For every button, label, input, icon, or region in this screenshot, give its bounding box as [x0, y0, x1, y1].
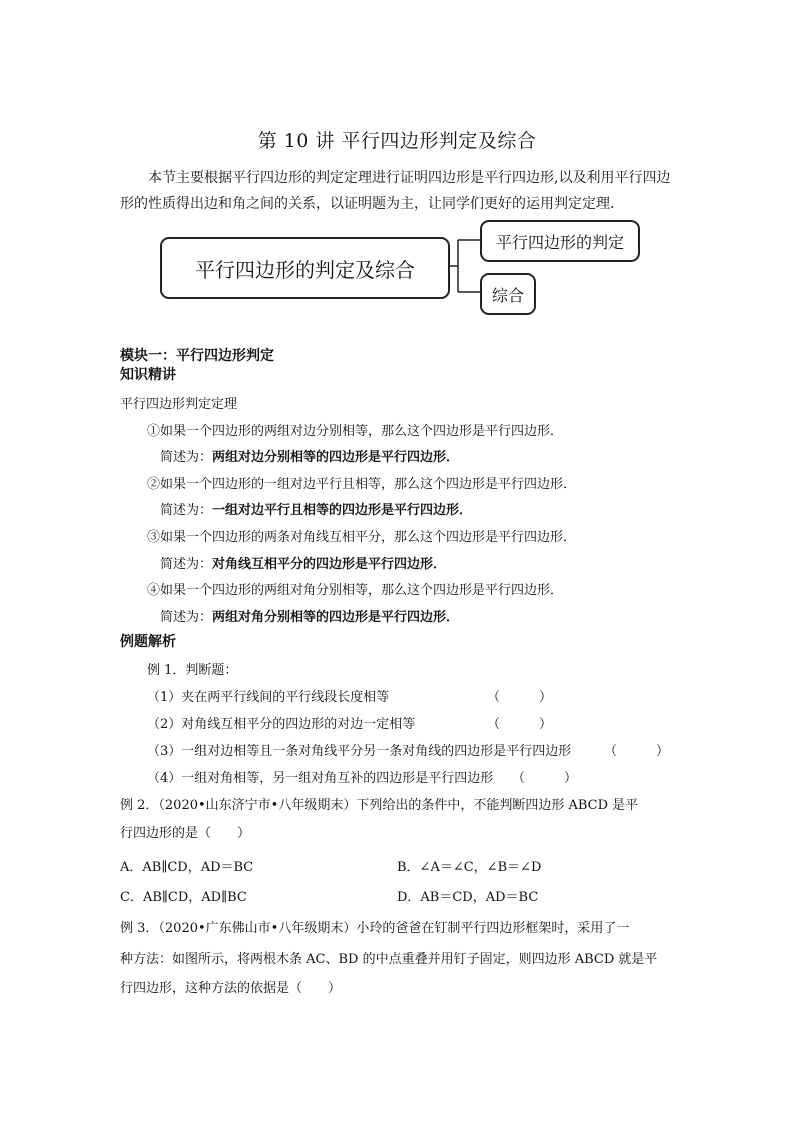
example3-line-3: 行四边形，这种方法的依据是（ ）	[120, 981, 342, 996]
example1-answer-2: （ ）	[487, 717, 553, 732]
example1-answer-3: （ ）	[604, 744, 670, 759]
theorem-3-brief: 简述为：对角线互相平分的四边形是平行四边形．	[160, 557, 447, 572]
theorem-1-brief: 简述为：两组对边分别相等的四边形是平行四边形．	[160, 450, 460, 465]
theorem-2: ②如果一个四边形的一组对边平行且相等，那么这个四边形是平行四边形．	[147, 477, 577, 492]
diagram-main-box: 平行四边形的判定及综合	[160, 237, 450, 299]
intro-line-2: 形的性质得出边和角之间的关系，以证明题为主，让同学们更好的运用判定定理．	[120, 196, 624, 212]
example3-line-1: 例 3．（2020•广东佛山市•八年级期末）小玲的爸爸在钉制平行四边形框架时，采用了一	[120, 921, 630, 936]
theorem-1: ①如果一个四边形的两组对边分别相等，那么这个四边形是平行四边形．	[147, 424, 564, 439]
example1-answer-4: （ ）	[512, 771, 578, 786]
example2-option-a: A．AB∥CD，AD＝BC	[120, 860, 254, 875]
theorem-4: ④如果一个四边形的两组对角分别相等，那么这个四边形是平行四边形．	[147, 583, 564, 598]
example1-title: 例 1．判断题：	[147, 663, 238, 678]
example2-line-1: 例 2．（2020•山东济宁市•八年级期末）下列给出的条件中，不能判断四边形 ABCD 是平	[120, 798, 639, 813]
theorem-4-brief: 简述为：两组对角分别相等的四边形是平行四边形．	[160, 610, 460, 625]
example2-option-b: B．∠A＝∠C，∠B＝∠D	[397, 860, 542, 875]
page-title: 第 10 讲 平行四边形判定及综合	[257, 130, 537, 152]
example2-option-d: D．AB＝CD，AD＝BC	[397, 890, 539, 905]
examples-heading: 例题解析	[120, 634, 176, 650]
module1-heading: 模块一：平行四边形判定	[120, 348, 274, 364]
theorem-title: 平行四边形判定定理	[120, 397, 238, 412]
theorem-3: ③如果一个四边形的两条对角线互相平分，那么这个四边形是平行四边形．	[147, 530, 577, 545]
diagram-branch-synthesis: 综合	[480, 273, 536, 315]
intro-line-1: 本节主要根据平行四边形的判定定理进行证明四边形是平行四边形,以及利用平行四边	[148, 170, 671, 186]
example2-option-c: C．AB∥CD，AD∥BC	[120, 890, 247, 905]
diagram-branch-judgement: 平行四边形的判定	[480, 220, 640, 262]
example1-answer-1: （ ）	[487, 690, 553, 705]
example1-item-1: （1）夹在两平行线间的平行线段长度相等	[147, 690, 390, 705]
example1-item-2: （2）对角线互相平分的四边形的对边一定相等	[147, 717, 416, 732]
example1-item-4: （4）一组对角相等，另一组对角互补的四边形是平行四边形	[147, 771, 494, 786]
example2-line-2: 行四边形的是（ ）	[120, 826, 251, 841]
theorem-2-brief: 简述为：一组对边平行且相等的四边形是平行四边形．	[160, 503, 473, 518]
example3-line-2: 种方法：如图所示，将两根木条 AC、BD 的中点重叠并用钉子固定，则四边形 ABCD 就是平	[120, 952, 658, 967]
knowledge-heading: 知识精讲	[120, 367, 176, 383]
example1-item-3: （3）一组对边相等且一条对角线平分另一条对角线的四边形是平行四边形	[147, 744, 572, 759]
